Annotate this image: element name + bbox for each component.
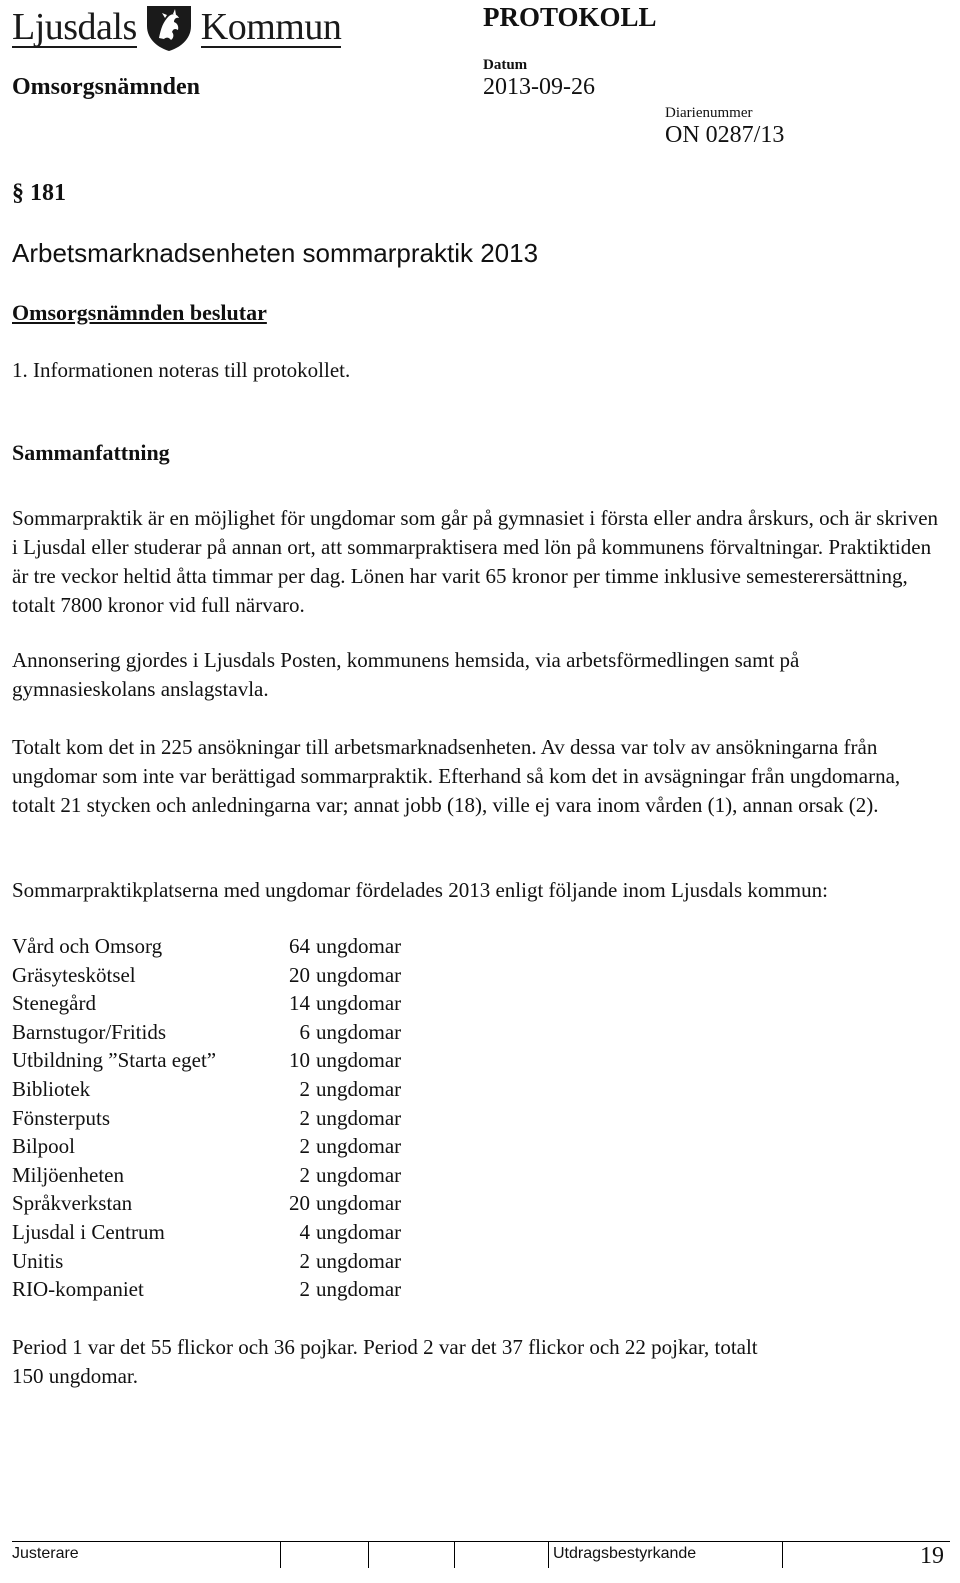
allocation-unit: ungdomar <box>316 1219 402 1244</box>
allocation-unit: ungdomar <box>316 1248 402 1273</box>
allocation-row <box>12 989 401 1018</box>
allocation-name: Bibliotek <box>12 1076 91 1101</box>
signature-box <box>280 1542 368 1568</box>
allocation-list <box>12 932 401 1304</box>
allocation-count: 2 <box>299 1162 310 1187</box>
allocation-row <box>12 1046 401 1075</box>
allocation-unit: ungdomar <box>316 1105 402 1130</box>
signature-box <box>782 1542 872 1568</box>
allocation-name: Miljöenheten <box>12 1162 124 1187</box>
allocation-count: 2 <box>299 1248 310 1273</box>
allocation-name: Fönsterputs <box>12 1105 111 1130</box>
allocation-row <box>12 932 401 961</box>
document-type: PROTOKOLL <box>483 2 657 32</box>
committee-name: Omsorgsnämnden <box>12 74 201 100</box>
signature-footer <box>12 1541 950 1568</box>
allocation-count: 64 <box>289 934 310 958</box>
allocation-count: 6 <box>299 1019 310 1044</box>
summary-paragraph-3: Totalt kom det in 225 ansökningar till arbetsmarknadsenheten. Av dessa var tolv av ansökningarna från ungdomar som inte var berättigad sommarpraktik. Efterhand så kom det in avsägningar från ungdomarna, totalt 21 stycken och anledningarna var; annat jobb (18), ville ej vara inom vården (1), annan orsak (2). <box>12 735 901 817</box>
allocation-name: Bilpool <box>12 1134 76 1159</box>
allocation-count: 2 <box>299 1277 310 1302</box>
allocation-row <box>12 1161 401 1190</box>
allocation-count: 2 <box>299 1105 310 1130</box>
allocation-unit: ungdomar <box>316 962 402 987</box>
allocation-unit: ungdomar <box>316 991 402 1016</box>
allocation-count: 14 <box>289 991 310 1016</box>
allocation-name: Vård och Omsorg <box>12 934 163 958</box>
allocation-row <box>12 1247 401 1276</box>
diarie-label: Diarienummer <box>665 105 753 121</box>
allocation-unit: ungdomar <box>316 1191 402 1216</box>
allocation-count: 4 <box>299 1219 310 1244</box>
municipality-logo <box>12 6 341 50</box>
allocation-unit: ungdomar <box>316 1076 402 1101</box>
allocation-count: 20 <box>289 1191 310 1216</box>
logo-text-right: Kommun <box>200 6 342 48</box>
paragraph-number: § 181 <box>12 180 66 206</box>
summary-paragraph-2: Annonsering gjordes i Ljusdals Posten, kommunens hemsida, via arbetsförmedlingen samt på gymnasieskolans anslagstavla. <box>12 648 800 701</box>
allocation-count: 2 <box>299 1134 310 1159</box>
allocation-name: RIO-kompaniet <box>12 1277 144 1302</box>
summary-paragraph-1: Sommarpraktik är en möjlighet för ungdomar som går på gymnasiet i första eller andra årskurs, och är skriven i Ljusdal eller studerar på annan ort, att sommarpraktisera med lön på kommunens förvaltningar. Praktiktiden är tre veckor heltid åtta timmar per dag. Lönen har varit 65 kronor per timme inklusive semesterersättning, totalt 7800 kronor vid full närvaro. <box>12 506 939 617</box>
justerare-label: Justerare <box>12 1545 79 1562</box>
allocation-unit: ungdomar <box>316 1277 402 1302</box>
allocation-unit: ungdomar <box>316 1048 402 1073</box>
allocation-row <box>12 1132 401 1161</box>
date-value: 2013-09-26 <box>483 74 595 100</box>
allocation-name: Stenegård <box>12 991 96 1016</box>
allocation-row <box>12 1075 401 1104</box>
allocation-row <box>12 1189 401 1218</box>
allocation-row <box>12 961 401 990</box>
summary-paragraph-5: Period 1 var det 55 flickor och 36 pojkar. Period 2 var det 37 flickor och 22 pojkar, totalt 150 ungdomar. <box>12 1335 758 1388</box>
signature-box <box>454 1542 548 1568</box>
summary-paragraph-4: Sommarpraktikplatserna med ungdomar fördelades 2013 enligt följande inom Ljusdals kommun: <box>12 878 828 902</box>
allocation-name: Unitis <box>12 1248 64 1273</box>
allocation-unit: ungdomar <box>316 1162 402 1187</box>
allocation-row <box>12 1275 401 1304</box>
allocation-name: Språkverkstan <box>12 1191 133 1216</box>
utdrag-label: Utdragsbestyrkande <box>548 1542 782 1568</box>
summary-heading: Sammanfattning <box>12 440 170 465</box>
allocation-count: 20 <box>289 962 310 987</box>
date-label: Datum <box>483 57 528 73</box>
allocation-count: 2 <box>299 1076 310 1101</box>
decision-heading: Omsorgsnämnden beslutar <box>12 300 267 325</box>
decision-item: 1. Informationen noteras till protokollet. <box>12 358 351 382</box>
allocation-unit: ungdomar <box>316 1134 402 1159</box>
heraldic-seal-icon <box>143 4 195 52</box>
allocation-row <box>12 1104 401 1133</box>
allocation-unit: ungdomar <box>316 1019 402 1044</box>
allocation-unit: ungdomar <box>316 934 402 958</box>
allocation-name: Ljusdal i Centrum <box>12 1219 165 1244</box>
logo-text-left: Ljusdals <box>12 6 137 48</box>
diarie-value: ON 0287/13 <box>665 122 785 148</box>
allocation-row <box>12 1218 401 1247</box>
allocation-count: 10 <box>289 1048 310 1073</box>
page-number: 19 <box>920 1543 944 1569</box>
section-title: Arbetsmarknadsenheten sommarpraktik 2013 <box>12 238 539 268</box>
signature-box <box>368 1542 454 1568</box>
allocation-name: Utbildning ”Starta eget” <box>12 1048 217 1073</box>
allocation-row <box>12 1018 401 1047</box>
allocation-name: Gräsyteskötsel <box>12 962 136 987</box>
allocation-name: Barnstugor/Fritids <box>12 1019 167 1044</box>
